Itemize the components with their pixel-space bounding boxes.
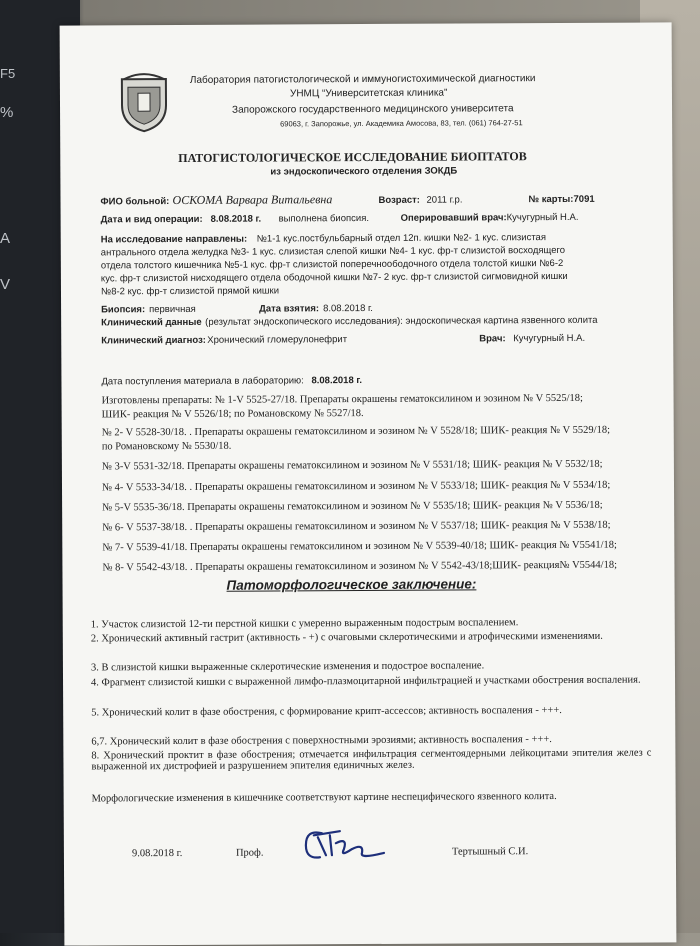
page-subtitle: из эндоскопического отделения ЗОКДБ	[270, 165, 458, 178]
conclusion-item: 5. Хронический колит в фазе обострения, с формирование крипт-ассессов; активность воспаления - +++.	[91, 704, 562, 719]
preparation-line: № 7- V 5539-41/18. Препараты окрашены гематоксилином и эозином № V 5539-40/18; ШИК- реакция № V5541/18;	[102, 539, 617, 554]
handwritten-signature-icon	[292, 819, 392, 870]
clinic-name: УНМЦ “Университетская клиника”	[289, 87, 448, 100]
referral-line: антрального отдела желудка №3- 1 кус. слизистая слепой кишки №4- 1 кус. фр-т слизистой восходящего	[100, 244, 566, 259]
preparation-line: № 8- V 5542-43/18. . Препараты окрашены гематоксилином и эозином № V 5542-43/18;ШИК- реакция№ V5544/18;	[102, 559, 618, 574]
final-statement: Морфологические изменения в кишечнике соответствуют картине неспецифического язвенного колита.	[91, 791, 557, 805]
card-label: № карты:	[528, 193, 574, 206]
referral-label: На исследование направлены:	[100, 233, 248, 246]
preparation-line: № 5-V 5535-36/18. Препараты окрашены гематоксилином и эозином № V 5535/18; ШИК- реакция № V 5536/18;	[102, 499, 603, 514]
biopsy-value: первичная	[149, 303, 196, 316]
preparation-line: № 2- V 5528-30/18. . Препараты окрашены гематоксилином и эозином № V 5528/18; ШИК- реакция № V 5529/18;	[101, 424, 611, 439]
surgeon-name: Кучугурный Н.А.	[506, 211, 579, 224]
conclusion-item: 6,7. Хронический колит в фазе обострения с поверхностными эрозиями; активность воспаления - +++.	[91, 734, 552, 748]
card-number: 7091	[573, 193, 595, 205]
conclusion-item: 8. Хронический проктит в фазе обострения; отмечается инфильтрация сегментоядерными лейкоцитами эпителия желез с выраженной их дистрофией и разрушением эпителия единичных желез.	[91, 747, 652, 773]
page-title: ПАТОГИСТОЛОГИЧЕСКОЕ ИССЛЕДОВАНИЕ БИОПТАТОВ	[178, 149, 527, 165]
conclusion-item: 1. Участок слизистой 12-ти перстной кишки с умеренно выраженным подострым воспалением.	[90, 617, 519, 631]
surgeon-label: Оперировавший врач:	[400, 212, 507, 224]
conclusion-item: 4. Фрагмент слизистой кишки с выраженной лимфо-плазмоцитарной инфильтрацией и участками обострения воспаления.	[91, 674, 641, 689]
preparation-line: № 3-V 5531-32/18. Препараты окрашены гематоксилином и эозином № V 5531/18; ШИК- реакция № V 5532/18;	[101, 458, 603, 473]
key-f5: F5	[0, 66, 16, 81]
preparation-line: по Романовскому № 5530/18.	[101, 440, 232, 453]
sample-date: 8.08.2018 г.	[323, 302, 373, 315]
biopsy-label: Биопсия:	[101, 304, 146, 316]
diagnosis-label: Клинический диагноз:	[101, 334, 206, 347]
age-label: Возраст:	[378, 194, 420, 206]
clinical-data-label: Клинический данные	[101, 316, 202, 329]
received-date: 8.08.2018 г.	[311, 375, 363, 387]
key-a: A	[0, 230, 11, 247]
conclusion-heading: Патоморфологическое заключение:	[226, 576, 477, 593]
received-label: Дата поступления материала в лабораторию:	[101, 375, 304, 388]
university-name: Запорожского государственного медицинского университета	[232, 103, 514, 116]
signature-date: 9.08.2018 г.	[131, 847, 183, 860]
preparation-line: № 6- V 5537-38/18. . Препараты окрашены гематоксилином и эозином № V 5537/18; ШИК- реакция № V 5538/18;	[102, 519, 611, 534]
diagnosis-value: Хронический гломерулонефрит	[207, 334, 348, 346]
preparation-line: ШИК- реакция № V 5526/18; по Романовскому № 5527/18.	[101, 408, 364, 421]
operation-date: 8.08.2018 г.	[210, 213, 262, 225]
key-v: V	[0, 276, 11, 293]
operation-label: Дата и вид операции:	[100, 213, 203, 226]
patient-age: 2011 г.р.	[426, 194, 463, 206]
key-percent: %	[0, 104, 14, 121]
referral-line: отдела толстого кишечника №5-1 кус. фр-т слизистой поперечноободочного отдела толстой кишки №6-2	[100, 257, 564, 272]
document-page	[60, 22, 677, 945]
lab-address: 69063, г. Запорожье, ул. Академика Амосова, 83, тел. (061) 764-27-51	[280, 118, 523, 129]
patient-name: ОСКОМА Варвара Витальевна	[172, 192, 333, 208]
signatory-name: Тертышный С.И.	[451, 846, 529, 858]
sample-date-label: Дата взятия:	[259, 303, 320, 315]
referral-line: кус. фр-т слизистой нисходящего отдела ободочной кишки №7- 2 кус. фр-т слизистой сигмовидной кишки	[100, 270, 568, 285]
lab-name: Лаборатория патогистологической и иммуногистохимической диагностики	[189, 73, 536, 86]
conclusion-item: 3. В слизистой кишки выраженные склеротические изменения и подострое воспаление.	[90, 660, 485, 674]
conclusion-item: 2. Хронический активный гастрит (активность - +) с очаговыми склеротическими и атрофическими изменениями.	[90, 630, 603, 645]
university-seal-icon	[116, 71, 172, 133]
preparation-line: Изготовлены препараты: № 1-V 5525-27/18. Препараты окрашены гематоксилином и эозином № V 5525/18;	[101, 392, 583, 407]
referral-line: №8-2 кус. фр-т слизистой прямой кишки	[100, 285, 280, 298]
patient-name-label: ФИО больной:	[100, 196, 170, 208]
preparation-line: № 4- V 5533-34/18. . Препараты окрашены гематоксилином и эозином № V 5533/18; ШИК- реакция № V 5534/18;	[101, 479, 611, 494]
clinical-data-value: (результат эндоскопического исследования): эндоскопическая картина язвенного колита	[205, 314, 598, 328]
doctor-name: Кучугурный Н.А.	[513, 332, 586, 345]
referral-line: №1-1 кус.постбульбарный отдел 12п. кишки №2- 1 кус. слизистая	[256, 232, 547, 245]
signature-title: Проф.	[235, 847, 264, 859]
operation-type: выполнена биопсия.	[278, 212, 369, 225]
doctor-label: Врач:	[479, 333, 506, 345]
